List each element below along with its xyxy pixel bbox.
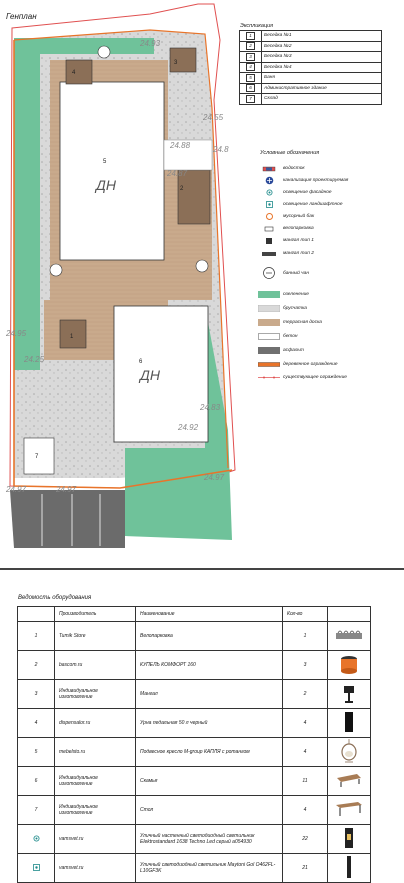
greenery-left: [14, 40, 40, 370]
table-row: [18, 738, 371, 767]
wall-lamp-symbol-icon: [18, 825, 55, 854]
building-number-5: 5: [103, 159, 107, 165]
facade-light-icon: [258, 189, 280, 196]
row-num: 4: [18, 709, 55, 738]
sewer-icon: [258, 177, 280, 184]
pedal-bin-icon: [328, 709, 371, 738]
table-icon: [328, 796, 371, 825]
legend-label: мангал тип 1: [283, 238, 314, 243]
elevation-4: 24.87: [167, 169, 188, 178]
row-qty: 21: [283, 854, 328, 883]
explication-row: [240, 73, 382, 84]
equipment-table: [17, 606, 371, 883]
zone-label-2: ДН: [140, 367, 160, 383]
table-row: [18, 767, 371, 796]
row-num: 2: [18, 651, 55, 680]
elevation-12: 24.25: [24, 355, 45, 364]
grill-type2-icon: [258, 250, 280, 257]
legend-item: [258, 237, 314, 244]
legend-item: [258, 374, 347, 381]
legend-label: мангал тип 2: [283, 251, 314, 256]
legend-label: освещение ландшафтное: [283, 202, 343, 207]
legend-item: [258, 305, 307, 312]
elevation-11: 24.83: [200, 403, 221, 412]
elevation-2: 24.8: [213, 145, 229, 154]
building-2: [178, 170, 210, 224]
row-supplier: bascom.ru: [55, 651, 136, 680]
legend-item: [258, 250, 314, 257]
bench-icon: [328, 767, 371, 796]
wall-lamp-icon: [328, 825, 371, 854]
row-supplier: mebelsto.ru: [55, 738, 136, 767]
legend-item: [258, 201, 342, 208]
decking-swatch: [258, 319, 280, 326]
legend-item: [258, 213, 314, 220]
legend-label: мусорный бак: [283, 214, 315, 219]
row-qty: 3: [283, 651, 328, 680]
legend-label: освещение фасадное: [283, 190, 332, 195]
legend-label: террасная доска: [283, 320, 322, 325]
grill-type1-icon: [258, 237, 280, 244]
building-4: [66, 60, 92, 84]
concrete-swatch: [258, 333, 280, 340]
landscape-light-icon: [258, 201, 280, 208]
row-supplier: Индивидуальное изготовление: [55, 680, 136, 709]
bike-rack-icon: [328, 622, 371, 651]
row-name: Урна педальная 50 л черный: [136, 709, 283, 738]
explication-num: 5: [246, 74, 255, 82]
table-row: [18, 796, 371, 825]
legend-label: бетон: [283, 334, 298, 339]
row-qty: 1: [283, 622, 328, 651]
row-supplier: vamsvet.ru: [55, 825, 136, 854]
building-5: [60, 82, 164, 260]
zone-label-1: ДН: [96, 177, 116, 193]
explication-name: Склад: [262, 94, 382, 105]
legend-item: [258, 347, 304, 354]
bath-vat-2: [196, 260, 208, 272]
elevation-3: 24.88: [170, 141, 191, 150]
legend-item: [258, 361, 338, 368]
header-qty: Кол-во: [283, 607, 328, 622]
legend-label: водосток: [283, 166, 305, 171]
row-supplier: Индивидуальное изготовление: [55, 796, 136, 825]
explication-name: Баня: [262, 73, 382, 84]
wood-fence-line: [258, 361, 280, 368]
header-num: [18, 607, 55, 622]
legend-item: [258, 189, 332, 196]
explication-name: Административное здание: [262, 83, 382, 94]
hot-tub-icon: [328, 651, 371, 680]
explication-name: Беседка №4: [262, 62, 382, 73]
row-name: Мангал: [136, 680, 283, 709]
elevation-6: 24.97: [6, 485, 27, 494]
explication-num: 7: [246, 95, 255, 103]
row-name: Уличный настенный светодиодный светильник Elektrostandard 1638 Techno Led серый a054930: [136, 825, 283, 854]
explication-row: [240, 62, 382, 73]
building-number-1: 1: [70, 334, 74, 340]
legend-item: [258, 333, 298, 340]
legend-item: [258, 266, 309, 280]
legend-item: [258, 165, 305, 172]
plan-title: Генплан: [6, 12, 37, 21]
building-number-2: 2: [180, 186, 184, 192]
legend-item: [258, 225, 314, 232]
row-name: Велопарковка: [136, 622, 283, 651]
legend-label: канализация проектируемая: [283, 178, 349, 183]
greenery-swatch: [258, 291, 280, 298]
explication-num: 3: [246, 53, 255, 61]
row-name: Стол: [136, 796, 283, 825]
legend-item: [258, 319, 322, 326]
legend-label: озеленение: [283, 292, 309, 297]
table-row: [18, 825, 371, 854]
explication-row: [240, 31, 382, 42]
legend-label: банный чан: [283, 270, 309, 276]
elevation-1: 24.55: [203, 113, 224, 122]
row-num: 5: [18, 738, 55, 767]
row-qty: 2: [283, 680, 328, 709]
table-row: [18, 651, 371, 680]
building-number-6: 6: [139, 359, 143, 365]
explication-num: 1: [246, 32, 255, 40]
drain-icon: [258, 165, 280, 172]
legend-label: асфальт: [283, 348, 304, 353]
row-qty: 4: [283, 738, 328, 767]
row-name: Подвесное кресло M-group КАПЛЯ с ротангом: [136, 738, 283, 767]
row-name: КУПЕЛЬ КОМФОРТ 160: [136, 651, 283, 680]
row-num: 1: [18, 622, 55, 651]
bath-vat-icon: [258, 266, 280, 280]
explication-name: Беседка №1: [262, 31, 382, 42]
explication-num: 2: [246, 42, 255, 50]
explication-title: Экспликация: [240, 23, 274, 29]
explication-name: Беседка №3: [262, 52, 382, 63]
explication-name: Беседка №2: [262, 41, 382, 52]
explication-num: 4: [246, 63, 255, 71]
row-num: 7: [18, 796, 55, 825]
bollard-lamp-symbol-icon: [18, 854, 55, 883]
explication-row: [240, 52, 382, 63]
bike-parking-icon: [258, 225, 280, 232]
row-name: Скамья: [136, 767, 283, 796]
table-row: [18, 622, 371, 651]
asphalt-parking: [10, 490, 125, 548]
legend-label: существующее ограждение: [283, 375, 347, 380]
elevation-10: 24.95: [6, 329, 27, 338]
row-qty: 11: [283, 767, 328, 796]
bath-vat-3: [98, 46, 110, 58]
hanging-chair-icon: [328, 738, 371, 767]
legend-label: велопарковка: [283, 226, 314, 231]
building-number-3: 3: [174, 60, 178, 66]
row-supplier: vamsvet.ru: [55, 854, 136, 883]
row-num: 3: [18, 680, 55, 709]
header-supplier: Производитель: [55, 607, 136, 622]
row-supplier: dispensalor.ru: [55, 709, 136, 738]
table-row: [18, 680, 371, 709]
elevation-8: 24.97: [204, 473, 225, 482]
explication-table: [239, 30, 382, 105]
building-number-7: 7: [35, 454, 39, 460]
building-number-4: 4: [72, 70, 76, 76]
explication-row: [240, 41, 382, 52]
row-supplier: Индивидуальное изготовление: [55, 767, 136, 796]
legend-label: деревянное ограждение: [283, 362, 338, 367]
row-num: 6: [18, 767, 55, 796]
greenery-top: [14, 38, 154, 54]
bollard-lamp-icon: [328, 854, 371, 883]
building-7: [24, 438, 54, 474]
legend-item: [258, 177, 348, 184]
row-name: Уличный светодиодный светильник Maytoni Gol O462FL-L10GF3K: [136, 854, 283, 883]
legend-title: Условные обозначения: [260, 150, 320, 156]
explication-row: [240, 83, 382, 94]
paving-swatch: [258, 305, 280, 312]
elevation-7: 24.97: [56, 485, 77, 494]
header-image: [328, 607, 371, 622]
row-qty: 4: [283, 796, 328, 825]
explication-row: [240, 94, 382, 105]
table-row: [18, 709, 371, 738]
row-qty: 4: [283, 709, 328, 738]
grill-icon: [328, 680, 371, 709]
elevation-5: 24.92: [178, 423, 199, 432]
equipment-header-row: [18, 607, 371, 622]
trash-bin-icon: [258, 213, 280, 220]
building-6: [114, 306, 208, 442]
equipment-title: Ведомость оборудования: [18, 595, 92, 601]
existing-fence-line: [258, 374, 280, 381]
table-row: [18, 854, 371, 883]
row-supplier: Tumik Store: [55, 622, 136, 651]
section-divider: [0, 568, 404, 570]
explication-num: 6: [246, 84, 255, 92]
row-qty: 22: [283, 825, 328, 854]
bath-vat-1: [50, 264, 62, 276]
header-name: Наименование: [136, 607, 283, 622]
legend-label: брусчатка: [283, 306, 307, 311]
legend-item: [258, 291, 309, 298]
elevation-9: 24.93: [140, 39, 161, 48]
asphalt-swatch: [258, 347, 280, 354]
